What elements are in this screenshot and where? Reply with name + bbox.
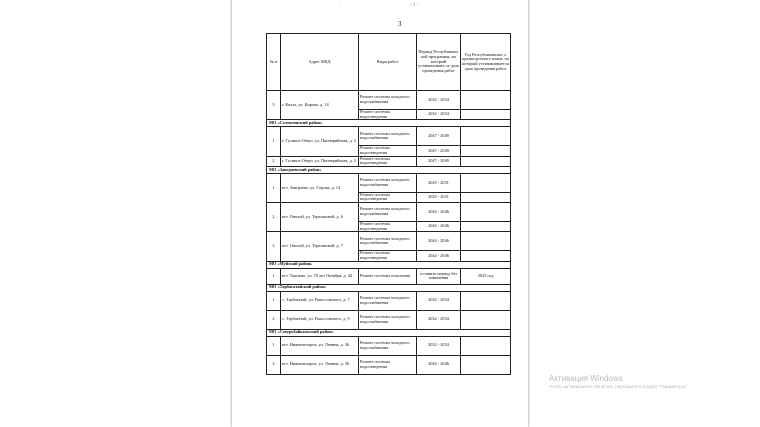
district-label: МО «Северобайкальский район» — [267, 329, 511, 336]
cell-year — [461, 192, 511, 202]
cell-address: пгт. Таксимо, ул. 70 лет Октября, д. 44 — [281, 268, 359, 284]
cell-num: 3 — [267, 91, 281, 120]
scan-mark: - 1 - — [410, 3, 419, 8]
district-row — [267, 261, 511, 268]
cell-year — [461, 291, 511, 310]
scan-mark: ' — [339, 3, 340, 8]
cell-year — [461, 251, 511, 261]
cell-year — [461, 146, 511, 156]
cell-work: Ремонт системы холодного водоснабжения — [359, 310, 417, 329]
cell-address: пгт. Онохой, ул. Терешковой, д. 7 — [281, 232, 359, 261]
table-row — [267, 268, 511, 284]
cell-address: пгт. Нижнеангарск, ул. Ленина, д. 56 — [281, 355, 359, 374]
cell-year — [461, 310, 511, 329]
cell-period: оставить период без изменения — [417, 268, 461, 284]
cell-address: г. Кяхта, ул. Кирова, д. 14 — [281, 91, 359, 120]
cell-year — [461, 203, 511, 222]
cell-num: 3 — [267, 232, 281, 261]
cell-year — [461, 336, 511, 355]
cell-work: Ремонт системы водоотведения — [359, 156, 417, 166]
cell-num: 2 — [267, 156, 281, 166]
cell-work: Ремонт системы холодного водоснабжения — [359, 291, 417, 310]
header-address: Адрес МКД — [281, 34, 359, 91]
cell-work: Ремонт системы водоотведения — [359, 251, 417, 261]
windows-activation-watermark — [549, 374, 688, 389]
table-row — [267, 355, 511, 374]
cell-work: Ремонт системы отопления — [359, 268, 417, 284]
district-row — [267, 166, 511, 173]
cell-period: 2044 - 2046 — [417, 251, 461, 261]
cell-address: пгт. Онохой, ул. Терешковой, д. 6 — [281, 203, 359, 232]
cell-period: 2044 - 2046 — [417, 232, 461, 251]
cell-year — [461, 173, 511, 192]
district-label: МО «Селенгинский район» — [267, 120, 511, 127]
cell-year — [461, 110, 511, 120]
district-row — [267, 329, 511, 336]
table-row — [267, 291, 511, 310]
cell-work: Ремонт системы водоотведения — [359, 110, 417, 120]
table-row — [267, 91, 511, 110]
cell-address: г. Гусиное Озеро, ул. Пионерийская, д. 3 — [281, 156, 359, 166]
cell-work: Ремонт системы холодного водоснабжения — [359, 91, 417, 110]
cell-year: 2025 год — [461, 268, 511, 284]
cell-period: 2029 - 2031 — [417, 173, 461, 192]
page-number: 3 — [398, 20, 402, 28]
district-label: МО «Тарбагатайский район» — [267, 284, 511, 291]
cell-work: Ремонт системы холодного водоснабжения — [359, 203, 417, 222]
cell-work: Ремонт системы водоотведения — [359, 192, 417, 202]
works-table — [266, 33, 511, 375]
cell-num: 2 — [267, 203, 281, 232]
cell-period: 2032 - 2034 — [417, 291, 461, 310]
cell-year — [461, 222, 511, 232]
cell-period: 2032 - 2034 — [417, 310, 461, 329]
cell-period: 2032 - 2034 — [417, 91, 461, 110]
table-row — [267, 336, 511, 355]
district-row — [267, 284, 511, 291]
cell-num: 1 — [267, 268, 281, 284]
cell-period: 2044 - 2046 — [417, 203, 461, 222]
table-row — [267, 156, 511, 166]
district-row — [267, 120, 511, 127]
table-body — [267, 91, 511, 375]
cell-work: Ремонт системы холодного водоснабжения — [359, 173, 417, 192]
cell-num: 1 — [267, 127, 281, 156]
cell-period: 2047 - 2049 — [417, 156, 461, 166]
cell-year — [461, 156, 511, 166]
header-work: Виды работ — [359, 34, 417, 91]
cell-period: 2044 - 2046 — [417, 222, 461, 232]
cell-period: 2032 - 2034 — [417, 336, 461, 355]
table-row — [267, 310, 511, 329]
cell-period: 2047 - 2049 — [417, 146, 461, 156]
cell-num: 1 — [267, 336, 281, 355]
cell-address: пгт. Нижнеангарск, ул. Ленина, д. 36 — [281, 336, 359, 355]
cell-period: 2032 - 2034 — [417, 110, 461, 120]
cell-num: 1 — [267, 173, 281, 202]
cell-num: 1 — [267, 291, 281, 310]
header-period: Период Республиканс кой программы, на который устанавливает ся срок проведения работ — [417, 34, 461, 91]
cell-num: 2 — [267, 355, 281, 374]
cell-work: Ремонт системы водоотведения — [359, 222, 417, 232]
cell-work: Ремонт системы водоотведения — [359, 355, 417, 374]
cell-work: Ремонт системы холодного водоснабжения — [359, 232, 417, 251]
cell-period: 2029 - 2031 — [417, 192, 461, 202]
table-row — [267, 127, 511, 146]
table-row — [267, 232, 511, 251]
cell-work: Ремонт системы холодного водоснабжения — [359, 336, 417, 355]
header-year: Год Республиканског о краткосрочного плана, на который устанавливается срок проведения работ — [461, 34, 511, 91]
district-label: МО «Заиграевский район» — [267, 166, 511, 173]
table-row — [267, 173, 511, 192]
cell-year — [461, 355, 511, 374]
table-header-row — [267, 34, 511, 91]
cell-period: 2044 - 2046 — [417, 355, 461, 374]
watermark-subtitle: Чтобы активировать Windows, перейдите в раздел "Параметры". — [549, 384, 688, 389]
cell-work: Ремонт системы холодного водоснабжения — [359, 127, 417, 146]
cell-address: с. Тарбагатай, ул. Рокоссовского, д. 9 — [281, 310, 359, 329]
watermark-title: Активация Windows — [549, 374, 623, 383]
district-label: МО «Муйский район» — [267, 261, 511, 268]
header-num: № п — [267, 34, 281, 91]
cell-address: г. Гусиное Озеро, ул. Пионерийская, д. 2 — [281, 127, 359, 156]
cell-address: с. Тарбагатай, ул. Рокоссовского, д. 7 — [281, 291, 359, 310]
table-row — [267, 203, 511, 222]
cell-year — [461, 127, 511, 146]
cell-year — [461, 91, 511, 110]
cell-address: пгт. Заиграево, ул. Серова, д. 14 — [281, 173, 359, 202]
cell-work: Ремонт системы водоотведения — [359, 146, 417, 156]
cell-period: 2047 - 2049 — [417, 127, 461, 146]
cell-year — [461, 232, 511, 251]
cell-num: 2 — [267, 310, 281, 329]
